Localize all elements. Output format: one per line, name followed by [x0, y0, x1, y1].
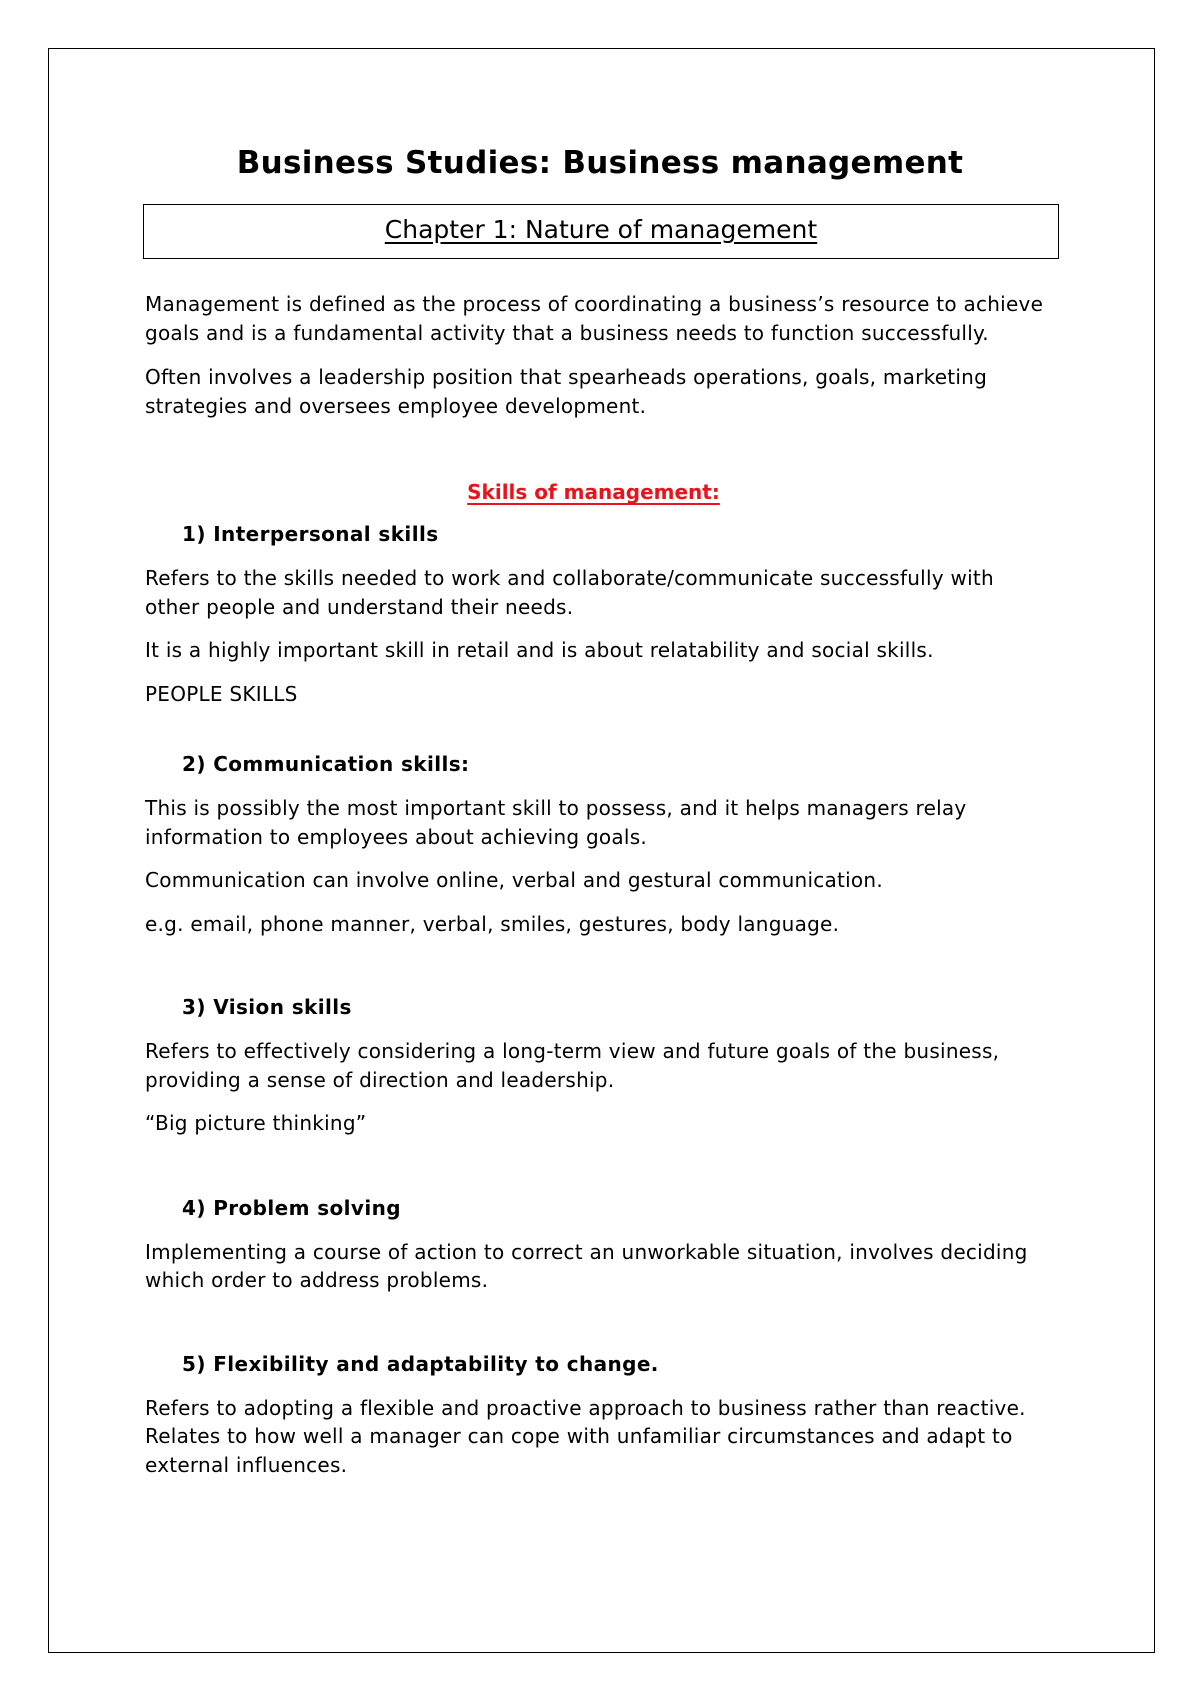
skill-heading-communication: 2) Communication skills: — [182, 752, 470, 776]
skill-paragraph: It is a highly important skill in retail and is about relatability and social skills. — [145, 638, 934, 662]
skill-heading-vision: 3) Vision skills — [182, 995, 352, 1019]
document-body — [145, 290, 1050, 1479]
skills-section-heading: Skills of management: — [467, 480, 720, 504]
skill-paragraph: Refers to adopting a flexible and proactive approach to business rather than reactive. Relates to how well a manager can cope with unfamiliar circumstances and adapt to external influences. — [145, 1395, 1026, 1477]
skill-paragraph: Refers to effectively considering a long-term view and future goals of the business, providing a sense of direction and leadership. — [145, 1039, 1000, 1092]
skill-paragraph: This is possibly the most important skill to possess, and it helps managers relay information to employees about achieving goals. — [145, 796, 967, 849]
skill-paragraph: e.g. email, phone manner, verbal, smiles, gestures, body language. — [145, 911, 840, 936]
skill-paragraph: “Big picture thinking” — [145, 1111, 367, 1135]
skill-paragraph: PEOPLE SKILLS — [145, 681, 298, 706]
chapter-title: Chapter 1: Nature of management — [384, 215, 818, 244]
skill-paragraph: Communication can involve online, verbal and gestural communication. — [145, 868, 883, 892]
intro-paragraph-2: Often involves a leadership position that spearheads operations, goals, marketing strategies and oversees employee development. — [145, 365, 988, 418]
intro-paragraph-1: Management is defined as the process of coordinating a business’s resource to achieve goals and is a fundamental activity that a business needs to function successfully. — [145, 292, 1044, 345]
skill-paragraph: Implementing a course of action to correct an unworkable situation, involves deciding which order to address problems. — [145, 1239, 1028, 1292]
skill-heading-problem-solving: 4) Problem solving — [182, 1195, 401, 1220]
skill-heading-flexibility: 5) Flexibility and adaptability to change. — [182, 1351, 659, 1376]
skill-paragraph: Refers to the skills needed to work and collaborate/communicate successfully with other people and understand their needs. — [145, 566, 994, 619]
skill-heading-interpersonal: 1) Interpersonal skills — [182, 522, 439, 546]
chapter-title-box — [143, 204, 1059, 259]
document-title: Business Studies: Business management — [236, 145, 964, 181]
